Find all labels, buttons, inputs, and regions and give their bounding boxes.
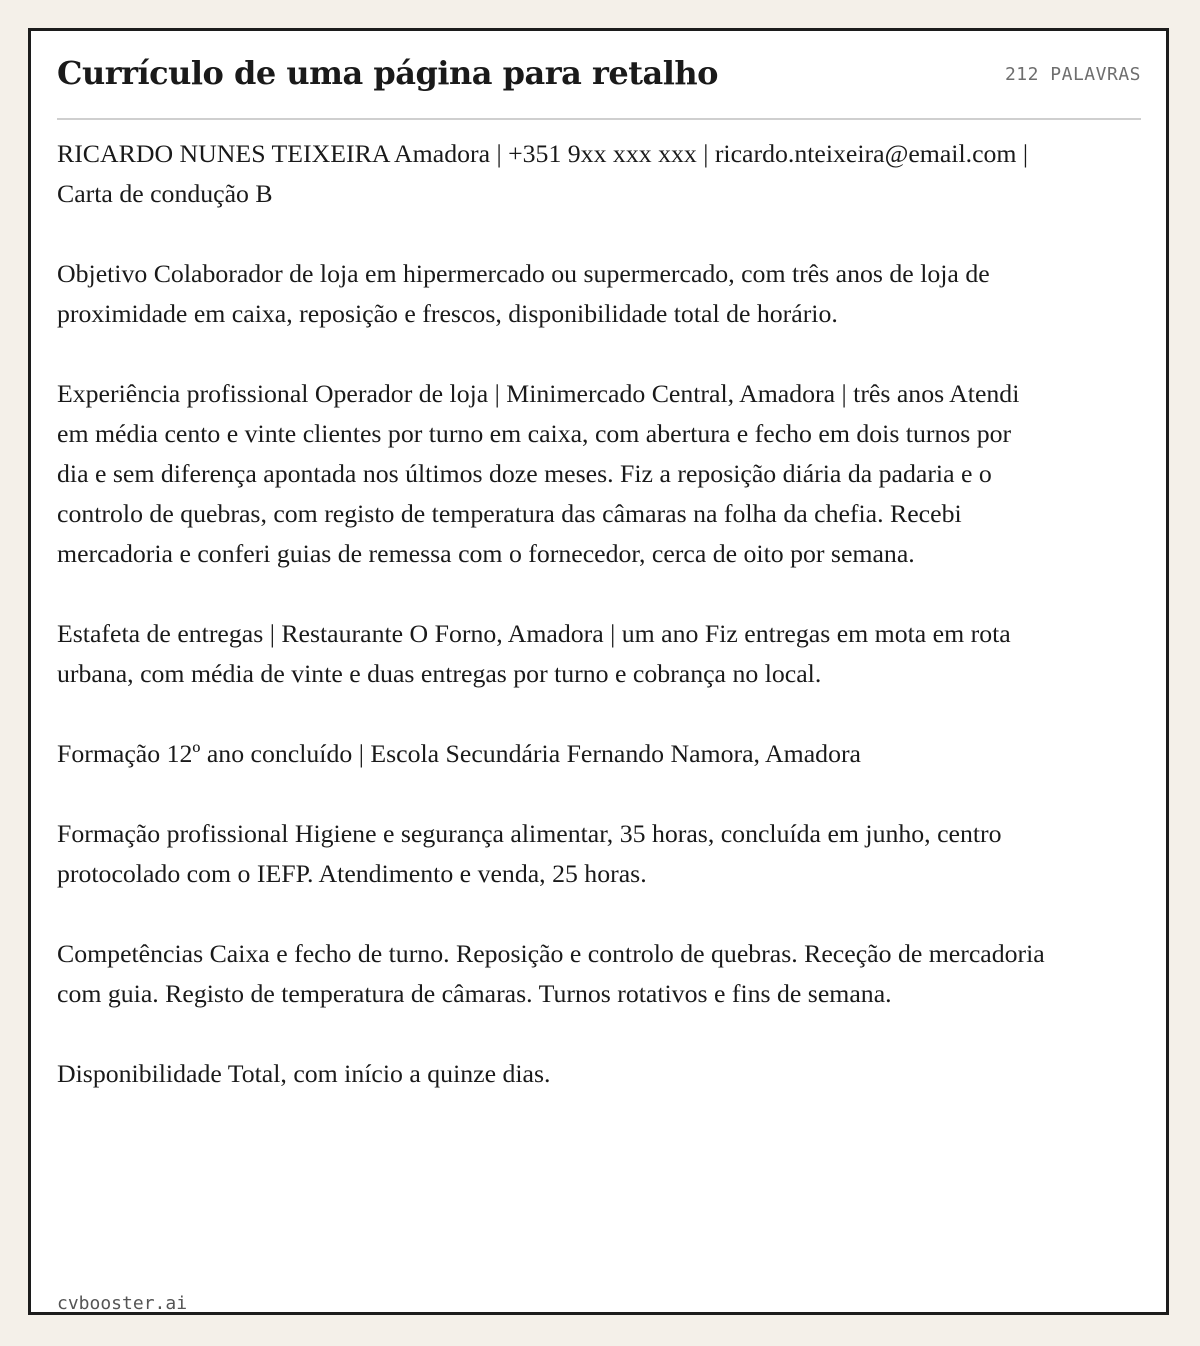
resume-card	[28, 28, 1169, 1315]
education-section: Formação 12º ano concluído | Escola Secundária Fernando Namora, Amadora	[57, 739, 862, 768]
experience-section: Experiência profissional Operador de loja | Minimercado Central, Amadora | três anos Atendi em média cento e vinte clientes por turno em caixa, com abertura e fecho em dois turnos por dia e sem diferença apontada nos últimos doze meses. Fiz a reposição diária da padaria e o controlo de quebras, com registo de temperatura das câmaras na folha da chefia. Recebi mercadoria e conferi guias de remessa com o fornecedor, cerca de oito por semana.	[57, 379, 1020, 568]
objective-section: Objetivo Colaborador de loja em hipermercado ou supermercado, com três anos de loja de proximidade em caixa, reposição e frescos, disponibilidade total de horário.	[57, 259, 990, 328]
resume-header	[57, 31, 1141, 120]
resume-body	[57, 134, 1049, 1134]
skills-section: Competências Caixa e fecho de turno. Reposição e controlo de quebras. Receção de mercadoria com guia. Registo de temperatura de câmaras. Turnos rotativos e fins de semana.	[57, 939, 1045, 1008]
page-title: Currículo de uma página para retalho	[57, 54, 718, 92]
training-section: Formação profissional Higiene e segurança alimentar, 35 horas, concluída em junho, centro protocolado com o IEFP. Atendimento e venda, 25 horas.	[57, 819, 1002, 888]
availability-section: Disponibilidade Total, com início a quinze dias.	[57, 1059, 551, 1088]
experience-item-delivery: Estafeta de entregas | Restaurante O Forno, Amadora | um ano Fiz entregas em mota em rota urbana, com média de vinte e duas entregas por turno e cobrança no local.	[57, 619, 1011, 688]
word-count-badge: 212 PALAVRAS	[1004, 64, 1141, 85]
brand-footer: cvbooster.ai	[57, 1293, 188, 1314]
contact-line: RICARDO NUNES TEIXEIRA Amadora | +351 9xx xxx xxx | ricardo.nteixeira@email.com | Carta de condução B	[57, 139, 1029, 208]
